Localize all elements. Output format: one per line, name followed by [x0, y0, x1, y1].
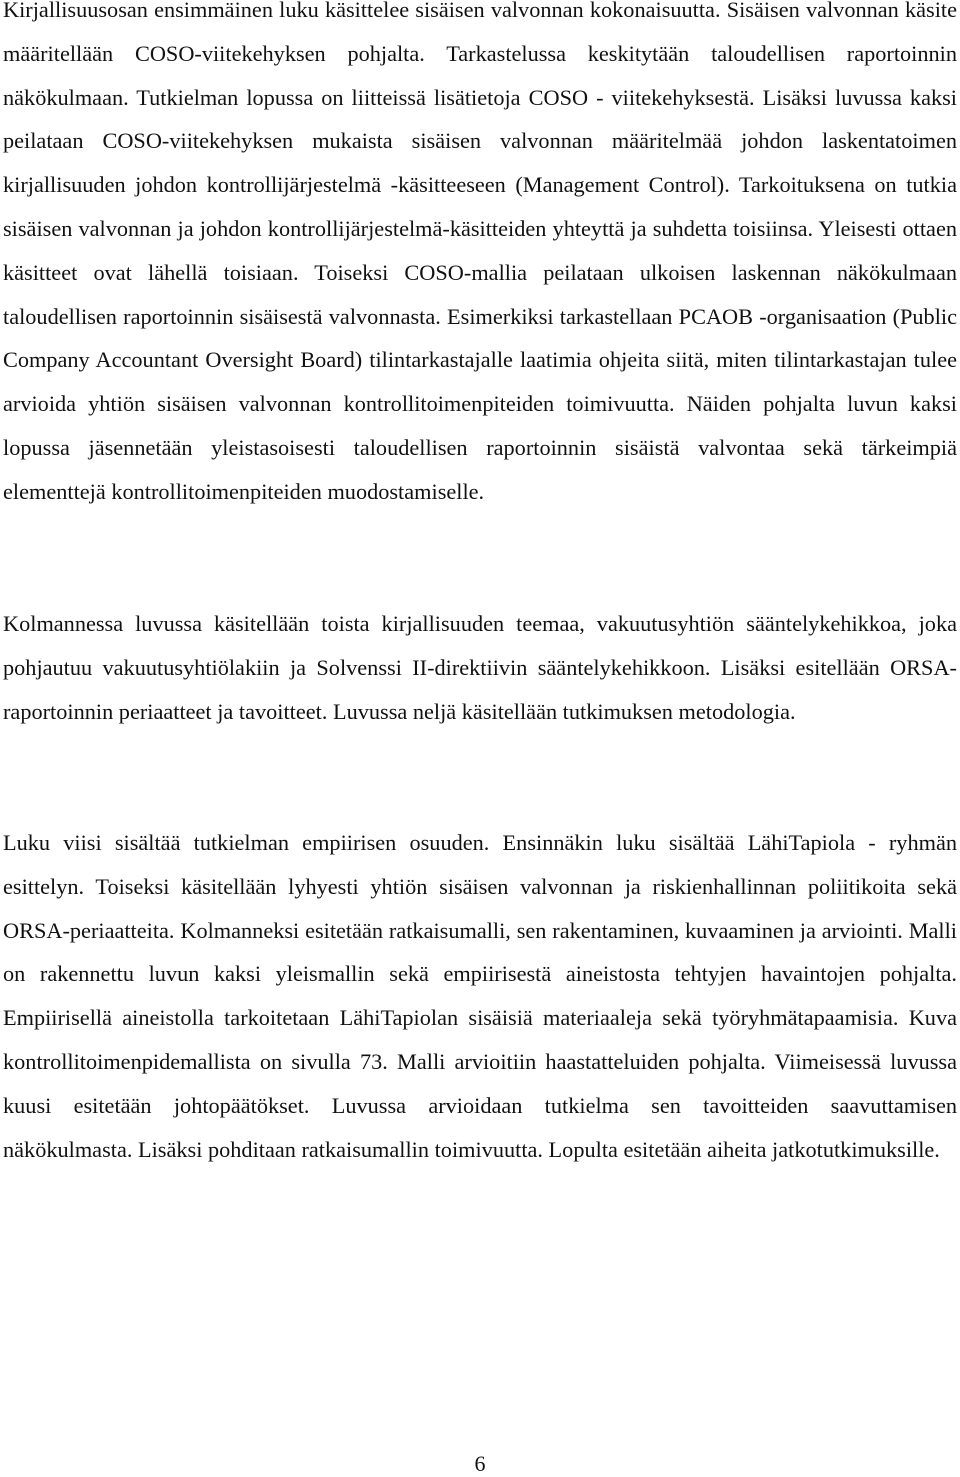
paragraph-chapter-three-summary: Kolmannessa luvussa käsitellään toista kirjallisuuden teemaa, vakuutusyhtiön sääntelykehikkoa, joka pohjautuu vakuutusyhtiölakiin ja Solvenssi II-direktiivin sääntelykehikkoon. Lisäksi esitellään ORSA-raportoinnin periaatteet ja tavoitteet. Luvussa neljä käsitellään tutkimuksen metodologia.: [3, 611, 957, 724]
paragraph-chapter-five-summary: Luku viisi sisältää tutkielman empiirisen osuuden. Ensinnäkin luku sisältää LähiTapiola - ryhmän esittelyn. Toiseksi käsitellään lyhyesti yhtiön sisäisen valvonnan ja riskienhallinnan poliitikoita sekä ORSA-periaatteita. Kolmanneksi esitetään ratkaisumalli, sen rakentaminen, kuvaaminen ja arviointi. Malli on rakennettu luvun kaksi yleismallin sekä empiirisestä aineistosta tehtyjen havaintojen pohjalta. Empiirisellä aineistolla tarkoitetaan LähiTapiolan sisäisiä materiaaleja sekä työryhmätapaamisia. Kuva kontrollitoimenpidemallista on sivulla 73. Malli arvioitiin haastatteluiden pohjalta. Viimeisessä luvussa kuusi esitetään johtopäätökset. Luvussa arvioidaan tutkielma sen tavoitteiden saavuttamisen näkökulmasta. Lisäksi pohditaan ratkaisumallin toimivuutta. Lopulta esitetään aiheita jatkotutkimuksille.: [3, 830, 957, 1162]
page-number: 6: [474, 1451, 486, 1476]
paragraph-chapter-two-summary: Kirjallisuusosan ensimmäinen luku käsittelee sisäisen valvonnan kokonaisuutta. Sisäisen valvonnan käsite määritellään COSO-viitekehyksen pohjalta. Tarkastelussa keskitytään taloudellisen raportoinnin näkökulmaan. Tutkielman lopussa on liitteissä lisätietoja COSO - viitekehyksestä. Lisäksi luvussa kaksi peilataan COSO-viitekehyksen mukaista sisäisen valvonnan määritelmää johdon laskentatoimen kirjallisuuden johdon kontrollijärjestelmä -käsitteeseen (Management Control). Tarkoituksena on tutkia sisäisen valvonnan ja johdon kontrollijärjestelmä-käsitteiden yhteyttä ja suhdetta toisiinsa. Yleisesti ottaen käsitteet ovat lähellä toisiaan. Toiseksi COSO-mallia peilataan ulkoisen laskennan näkökulmaan taloudellisen raportoinnin sisäisestä valvonnasta. Esimerkiksi tarkastellaan PCAOB -organisaation (Public Company Accountant Oversight Board) tilintarkastajalle laatimia ohjeita siitä, miten tilintarkastajan tulee arvioida yhtiön sisäisen valvonnan kontrollitoimenpiteiden toimivuutta. Näiden pohjalta luvun kaksi lopussa jäsennetään yleistasoisesti taloudellisen raportoinnin sisäistä valvontaa sekä tärkeimpiä elementtejä kontrollitoimenpiteiden muodostamiselle.: [3, 0, 957, 504]
